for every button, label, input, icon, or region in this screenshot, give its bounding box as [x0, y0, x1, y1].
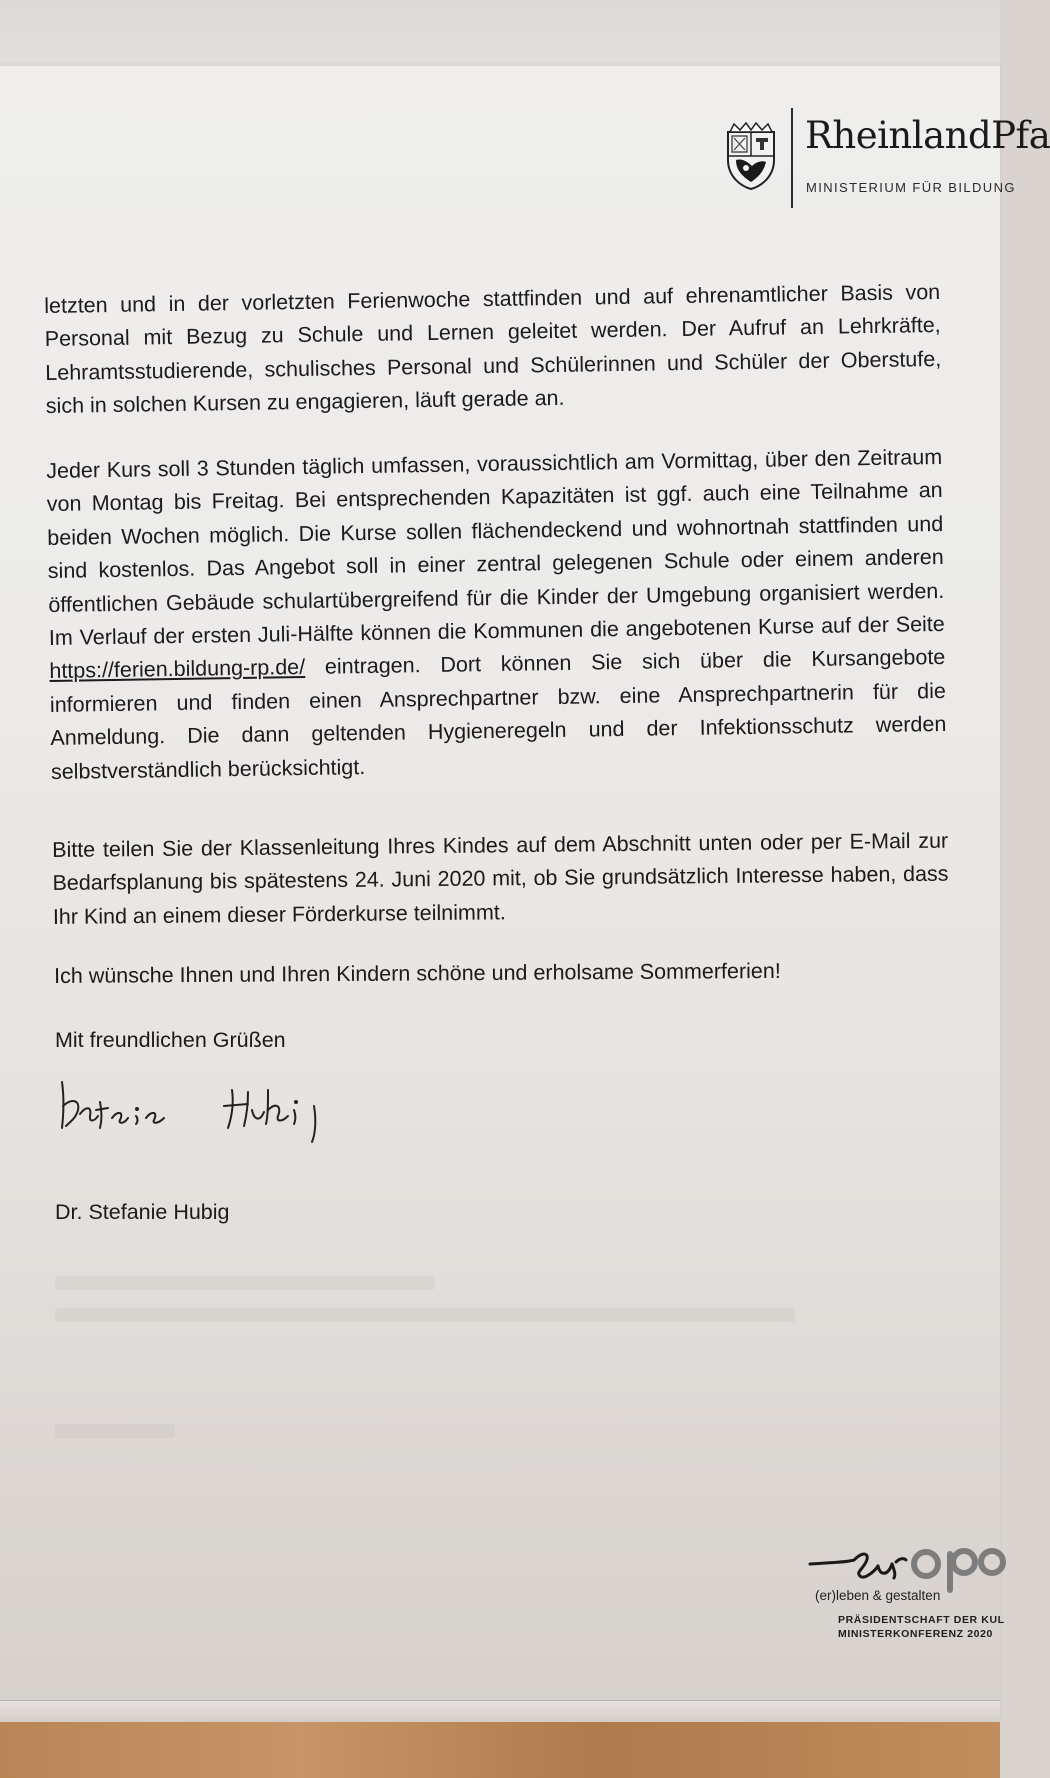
paragraph-2-before-link: Jeder Kurs soll 3 Stunden täglich umfassen, voraussichtlich am Vormittag, über den Zeitraum von Montag bis Freitag. Bei entsprechenden Kapazitäten ist ggf. auch eine Teilnahme an beiden Wochen möglich. Die Kurse sollen flächendeckend und wohnortnah stattfinden und sind kostenlos. Das Angebot soll in einer zentral gelegenen Schule oder einem anderen öffentlichen Gebäude schulartübergreifend für die Kinder der Umgebung organisiert werden. Im Verlauf der ersten Juli-Hälfte können die Kommunen die angebotenen Kurse auf der Seite [46, 444, 945, 651]
europa-logo-icon [808, 1532, 1000, 1592]
state-name-logo: RheinlandPfa [805, 114, 1050, 157]
paragraph-3-text: Bitte teilen Sie der Klassenleitung Ihres Kindes auf dem Abschnitt unten oder per E-Mail zur Bedarfsplanung bis spätestens 24. Juni 2020 mit, ob Sie grundsätzlich Interesse haben, dass Ihr Kind an einem dieser Förderkurse teilnimmt. [52, 828, 949, 929]
wooden-desk [0, 1722, 1000, 1778]
europa-tagline: (er)leben & gestalten [815, 1588, 941, 1603]
handwritten-signature [56, 1076, 366, 1146]
showthrough-line [55, 1276, 435, 1290]
closing-greeting: Mit freundlichen Grüßen [55, 1028, 286, 1052]
paragraph-2-text [46, 441, 947, 789]
showthrough-line [55, 1424, 175, 1438]
paragraph-4-text: Ich wünsche Ihnen und Ihren Kindern schöne und erholsame Sommerferien! [54, 958, 781, 988]
paragraph-1-text: letzten und in der vorletzten Ferienwoche stattfinden und auf ehrenamtlicher Basis von Personal mit Bezug zu Schule und Lernen geleitet werden. Der Aufruf an Lehrkräfte, Lehramtsstudierende, schulisches Personal und Schülerinnen und Schüler der Oberstufe, sich in solchen Kursen zu engagieren, läuft gerade an. [44, 279, 942, 419]
ferien-bildung-link[interactable]: https://ferien.bildung-rp.de/ [49, 655, 306, 684]
presidency-line-1: PRÄSIDENTSCHAFT DER KUL [838, 1614, 1005, 1626]
paragraph-4 [54, 954, 950, 994]
sheet-edge [0, 1700, 1000, 1723]
paragraph-2 [46, 441, 947, 789]
presidency-line-2: MINISTERKONFERENZ 2020 [838, 1628, 993, 1640]
showthrough-line [55, 1308, 795, 1322]
logo-divider [791, 108, 793, 208]
ministry-name: MINISTERIUM FÜR BILDUNG [806, 180, 1016, 195]
paragraph-3 [52, 825, 949, 935]
paragraph-1 [44, 276, 942, 424]
signer-name: Dr. Stefanie Hubig [55, 1200, 230, 1224]
paragraph-2-after-link: eintragen. Dort können Sie sich über die Kursangebote informieren und finden einen Ansprechpartner bzw. eine Ansprechpartnerin für die Anmeldung. Die dann geltenden Hygieneregeln und der Infektionsschutz werden selbstverständlich berücksichtigt. [49, 645, 947, 784]
coat-of-arms-icon [722, 122, 780, 190]
